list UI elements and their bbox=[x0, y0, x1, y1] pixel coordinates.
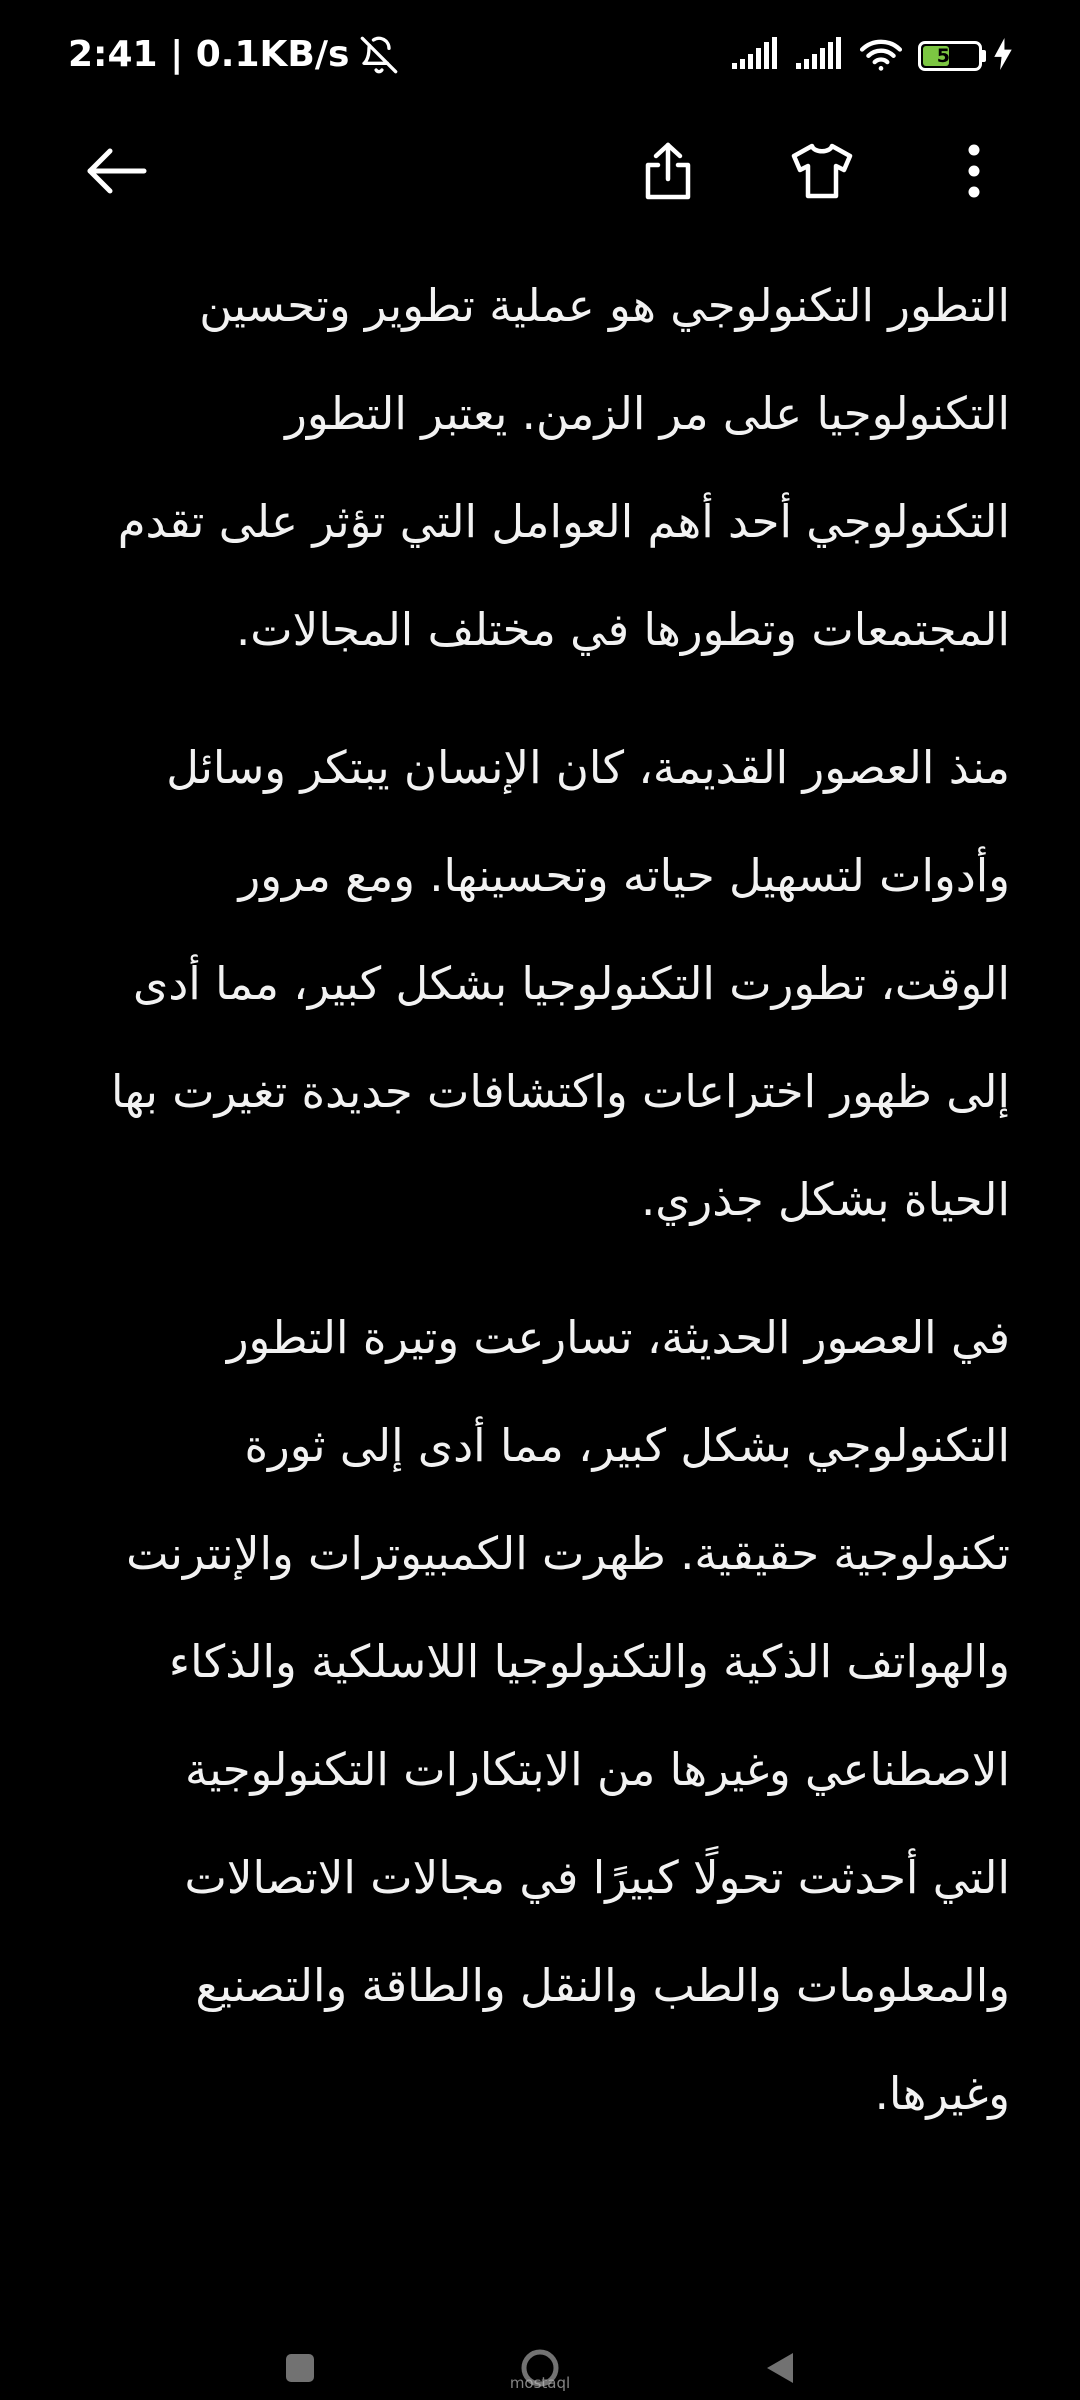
paragraph: التطور التكنولوجي هو عملية تطوير وتحسين التكنولوجيا على مر الزمن. يعتبر التطور التكنولوجي أحد أهم العوامل التي تؤثر على تقدم المجتمعات وتطورها في مختلف المجالات. bbox=[117, 279, 1010, 656]
bell-off-icon bbox=[359, 35, 399, 75]
paragraph: منذ العصور القديمة، كان الإنسان يبتكر وسائل وأدوات لتسهيل حياته وتحسينها. ومع مرور الوقت، تطورت التكنولوجيا بشكل كبير، مما أدى إلى ظهور اختراعات واكتشافات جديدة تغيرت بها الحياة بشكل جذري. bbox=[110, 741, 1010, 1226]
more-vertical-icon bbox=[967, 143, 981, 203]
battery-tip bbox=[982, 50, 986, 62]
recents-square-icon bbox=[282, 2350, 318, 2390]
status-bar bbox=[0, 0, 1080, 118]
back-button[interactable] bbox=[68, 125, 164, 221]
nav-back-button[interactable] bbox=[758, 2348, 802, 2392]
charging-bolt-icon bbox=[994, 38, 1012, 74]
battery-icon bbox=[918, 41, 986, 71]
watermark: mostaql bbox=[509, 2374, 571, 2392]
wifi-icon bbox=[858, 36, 904, 76]
arrow-left-icon bbox=[84, 145, 148, 201]
more-options-button[interactable] bbox=[926, 125, 1022, 221]
toolbar bbox=[0, 125, 1080, 221]
status-right bbox=[730, 36, 1012, 76]
battery-level: 52 bbox=[936, 45, 964, 67]
article-content bbox=[100, 252, 1010, 2178]
tshirt-theme-icon bbox=[790, 142, 854, 204]
time-and-speed: 2:41 | 0.1KB/s bbox=[68, 34, 350, 75]
battery-body bbox=[918, 41, 982, 71]
theme-button[interactable] bbox=[774, 125, 870, 221]
back-triangle-icon bbox=[761, 2349, 799, 2391]
share-icon bbox=[640, 141, 696, 205]
signal-icon bbox=[730, 37, 780, 75]
share-button[interactable] bbox=[620, 125, 716, 221]
status-left bbox=[68, 34, 399, 75]
signal-icon bbox=[794, 37, 844, 75]
recents-button[interactable] bbox=[278, 2348, 322, 2392]
navigation-bar bbox=[0, 2330, 1080, 2400]
paragraph: في العصور الحديثة، تسارعت وتيرة التطور التكنولوجي بشكل كبير، مما أدى إلى ثورة تكنولوجية حقيقية. ظهرت الكمبيوترات والإنترنت والهواتف الذكية والتكنولوجيا اللاسلكية والذكاء الاصطناعي وغيرها من الابتكارات التكنولوجية التي أحدثت تحولًا كبيرًا في مجالات الاتصالات والمعلومات والطب والنقل والطاقة والتصنيع وغيرها. bbox=[126, 1311, 1010, 2120]
